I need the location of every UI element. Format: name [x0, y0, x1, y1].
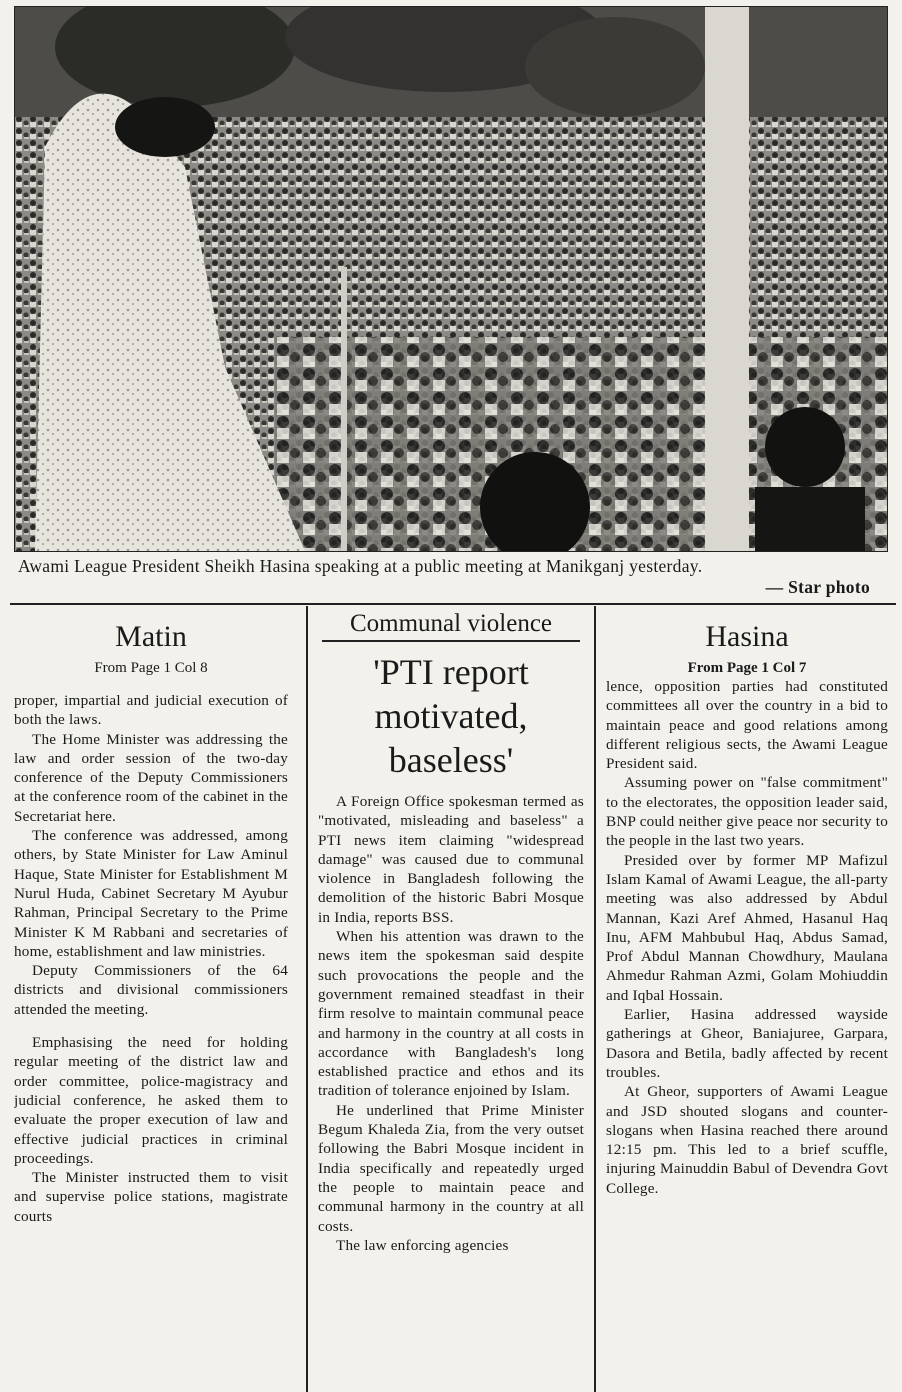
pti-paragraph: When his attention was drawn to the news item the spokesman said despite such provocations the people and the government remained steadfast in their firm resolve to maintain communal peace and harmony in the country at all costs in accordance with Bangladesh's long established practice and ethos and its tradition of tolerance enjoined by Islam.	[318, 928, 584, 1100]
hasina-paragraph: Earlier, Hasina addressed wayside gatherings at Gheor, Baniajuree, Garpara, Dasora and Betila, badly affected by recent troubles.	[606, 1006, 888, 1081]
hasina-from-page: From Page 1 Col 7	[687, 660, 807, 676]
matin-from-page: From Page 1 Col 8	[94, 660, 208, 676]
photo-caption	[18, 556, 884, 597]
hasina-paragraph: Assuming power on "false commitment" to the electorates, the opposition leader said, BNP could neither give peace nor security to the people in the last two years.	[606, 774, 888, 850]
hasina-headline: Hasina	[705, 620, 789, 653]
article-hasina	[606, 606, 888, 1392]
matin-headline: Matin	[115, 620, 187, 653]
article-pti	[306, 606, 596, 1392]
matin-paragraph: Emphasising the need for holding regular meeting of the district law and order committee, police-magistracy and judicial conference, he asked them to evaluate the proper execution of law and effective judicial practices in criminal proceedings.	[14, 1034, 288, 1167]
matin-paragraph: proper, impartial and judicial execution of both the laws.	[14, 692, 288, 729]
pti-paragraph: A Foreign Office spokesman termed as "motivated, misleading and baseless" a PTI news item claiming "widespread damage" was caused due to communal violence in Bangladesh following the demolition of the historic Babri Mosque in India, reports BSS.	[318, 793, 584, 926]
pti-kicker: Communal violence	[322, 610, 580, 642]
crowd-photo-illustration	[15, 7, 887, 551]
pti-paragraph: The law enforcing agencies	[336, 1236, 509, 1254]
photo-credit: — Star photo	[765, 577, 870, 597]
pti-paragraph: He underlined that Prime Minister Begum Khaleda Zia, from the very outset following the Babri Mosque incident in India specifically and repeatedly urged the people to maintain peace and communal harmony in the country at all costs.	[318, 1101, 584, 1235]
matin-paragraph: The Home Minister was addressing the law and order session of the two-day conference of the Deputy Commissioners at the conference room of the cabinet in the Secretariat here.	[14, 730, 288, 825]
caption-text: Awami League President Sheikh Hasina speaking at a public meeting at Manikganj yesterday.	[18, 556, 703, 576]
matin-paragraph: The Minister instructed them to visit and supervise police stations, magistrate courts	[14, 1169, 288, 1225]
section-rule	[10, 603, 896, 605]
news-photo	[14, 6, 888, 552]
hasina-paragraph: At Gheor, supporters of Awami League and JSD shouted slogans and counter-slogans when Hasina reached there around 12:15 pm. This led to a brief scuffle, injuring Mainuddin Babul of Devendra Govt College.	[606, 1083, 888, 1197]
hasina-paragraph: Presided over by former MP Mafizul Islam Kamal of Awami League, the all-party meeting was also addressed by Abdul Mannan, Kazi Aref Ahmed, Hasanul Haq Inu, AFM Mahbubul Haq, Abdus Samad, Prof Abdul Mannan Chowdhury, Maulana Ahmedur Rahman Azmi, Golam Mohiuddin and Iqbal Hossain.	[606, 851, 888, 1004]
pti-headline: 'PTI report motivated, baseless'	[373, 652, 529, 780]
article-matin	[14, 606, 288, 1392]
matin-paragraph: Deputy Commissioners of the 64 districts and divisional commissioners attended the meeting.	[14, 962, 288, 1018]
matin-paragraph: The conference was addressed, among others, by State Minister for Law Aminul Haque, State Minister for Establishment M Nurul Huda, Cabinet Secretary M Ayubur Rahman, Principal Secretary to the Prime Minister K M Rabbani and secretaries of home, establishment and law ministries.	[14, 827, 288, 960]
hasina-paragraph: lence, opposition parties had constituted committees all over the country in a bid to maintain peace and good relations among different religious sects, the Awami League President said.	[606, 678, 888, 773]
